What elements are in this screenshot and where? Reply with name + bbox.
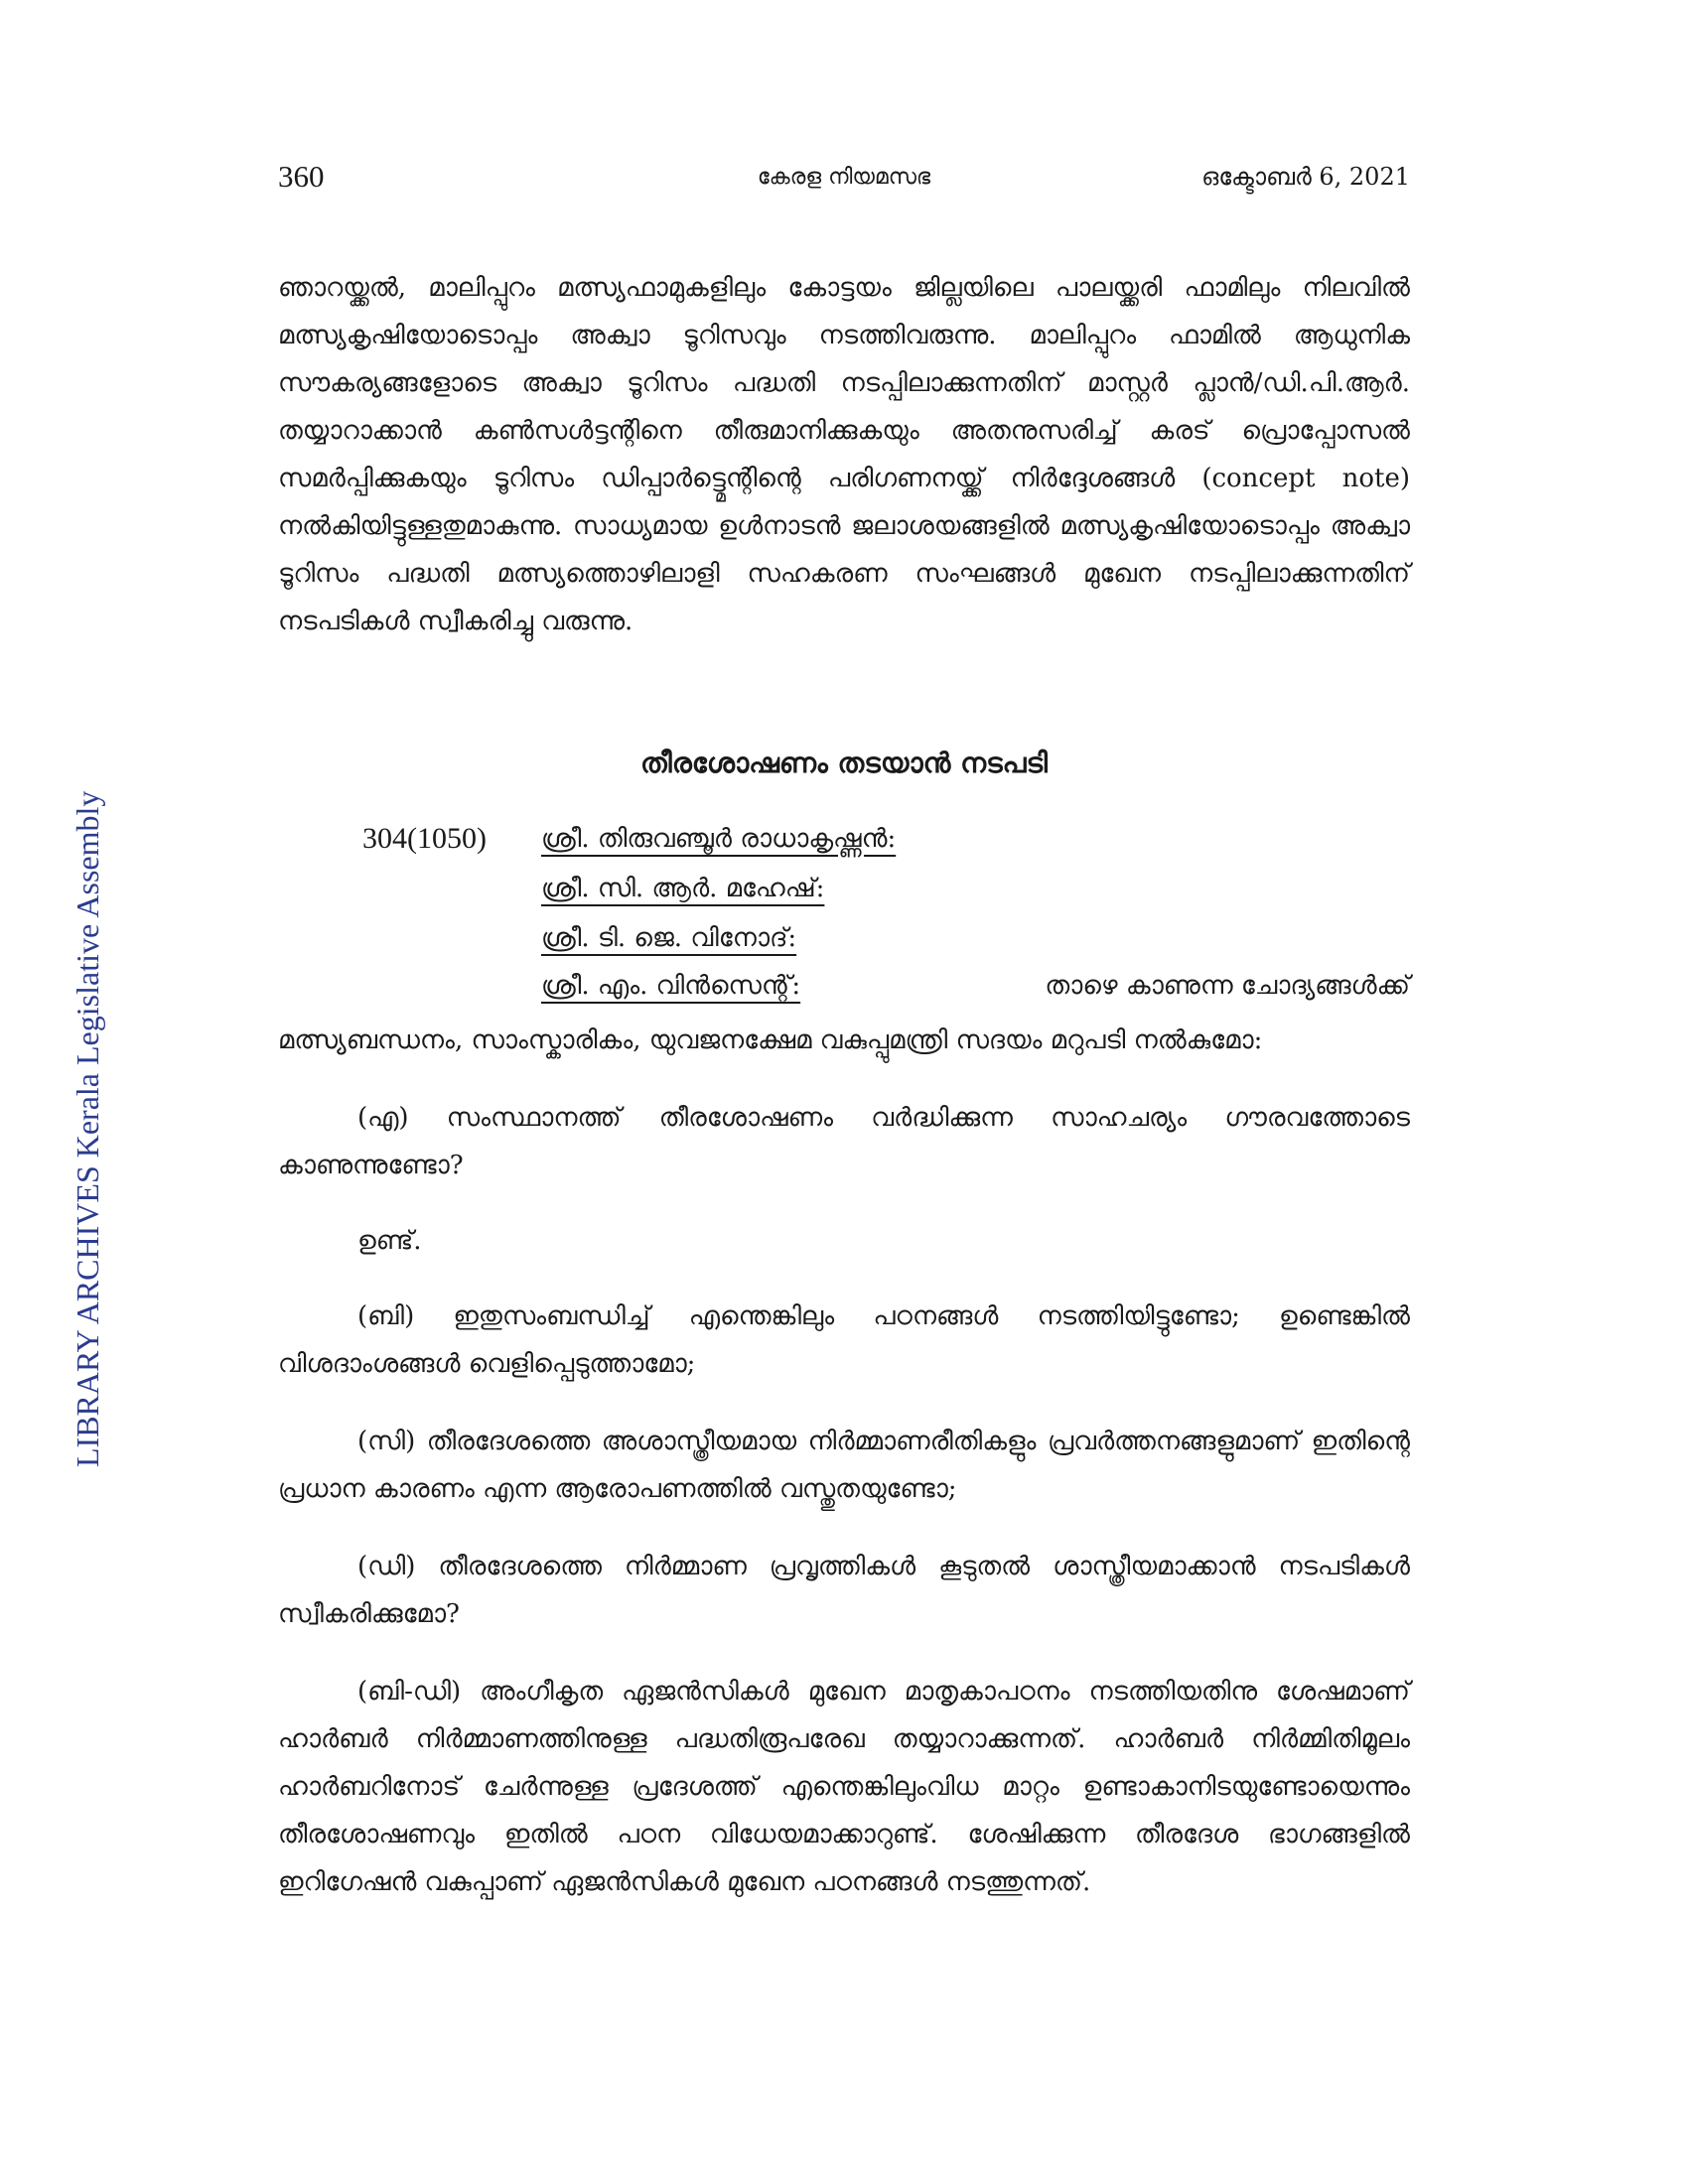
running-title: കേരള നിയമസഭ	[757, 165, 931, 190]
question-item-d: (ഡി) തീരദേശത്തെ നിർമ്മാണ പ്രവൃത്തികൾ കൂടുതൽ ശാസ്ത്രീയമാക്കാൻ നടപടികൾ സ്വീകരിക്കുമോ?	[278, 1552, 1410, 1629]
archive-watermark: LIBRARY ARCHIVES Kerala Legislative Assembly	[70, 790, 105, 1467]
question-intro-text: താഴെ കാണുന്ന ചോദ്യങ്ങൾക്ക്	[1045, 971, 1410, 1001]
question-addressee: മത്സ്യബന്ധനം, സാംസ്കാരികം, യുവജനക്ഷേമ വകുപ്പുമന്ത്രി സദയം മറുപടി നൽകുമോ:	[278, 1025, 1263, 1055]
page-header	[278, 159, 1410, 199]
section-heading: തീരശോഷണം തടയാൻ നടപടി	[640, 747, 1048, 779]
answer-a: ഉണ്ട്.	[357, 1226, 422, 1256]
page-number: 360	[278, 159, 325, 194]
member-name: ശ്രീ. സി. ആർ. മഹേഷ്:	[541, 874, 825, 903]
question-item-c: (സി) തീരദേശത്തെ അശാസ്ത്രീയമായ നിർമ്മാണരീതികളും പ്രവർത്തനങ്ങളുമാണ് ഇതിന്റെ പ്രധാന കാരണം എന്ന ആരോപണത്തിൽ വസ്തുതയുണ്ടോ;	[278, 1427, 1410, 1504]
header-date: ഒക്ടോബർ 6, 2021	[1201, 163, 1410, 191]
member-name: ശ്രീ. തിരുവഞ്ചൂർ രാധാകൃഷ്ണൻ:	[541, 824, 897, 854]
member-name: ശ്രീ. എം. വിൻസെന്റ്:	[541, 971, 801, 1001]
member-line	[541, 971, 1410, 1002]
member-name: ശ്രീ. ടി. ജെ. വിനോദ്:	[541, 923, 797, 953]
question-item-a: (എ) സംസ്ഥാനത്ത് തീരശോഷണം വർദ്ധിക്കുന്ന സാഹചര്യം ഗൗരവത്തോടെ കാണുന്നുണ്ടോ?	[278, 1103, 1410, 1180]
question-number: 304(1050)	[362, 822, 487, 855]
answer-b-d: (ബി-ഡി) അംഗീകൃത ഏജൻസികൾ മുഖേന മാതൃകാപഠനം നടത്തിയതിനു ശേഷമാണ് ഹാർബർ നിർമ്മാണത്തിനുള്ള പദ്ധതിരൂപരേഖ തയ്യാറാക്കുന്നത്. ഹാർബർ നിർമ്മിതിമൂലം ഹാർബറിനോട് ചേർന്നുള്ള പ്രദേശത്ത് എന്തെങ്കിലുംവിധ മാറ്റം ഉണ്ടാകാനിടയുണ്ടോയെന്നും തീരശോഷണവും ഇതിൽ പഠന വിധേയമാക്കാറുണ്ട്. ശേഷിക്കുന്ന തീരദേശ ഭാഗങ്ങളിൽ ഇറിഗേഷൻ വകുപ്പാണ് ഏജൻസികൾ മുഖേന പഠനങ്ങൾ നടത്തുന്നത്.	[278, 1677, 1410, 1897]
intro-paragraph: ഞാറയ്ക്കൽ, മാലിപ്പുറം മത്സ്യഫാമുകളിലും കോട്ടയം ജില്ലയിലെ പാലയ്ക്കരി ഫാമിലും നിലവിൽ മത്സ്യകൃഷിയോടൊപ്പം അക്വാ ടൂറിസവും നടത്തിവരുന്നു. മാലിപ്പുറം ഫാമിൽ ആധുനിക സൗകര്യങ്ങളോടെ അക്വാ ടൂറിസം പദ്ധതി നടപ്പിലാക്കുന്നതിന് മാസ്റ്റർ പ്ലാൻ/ഡി.പി.ആർ. തയ്യാറാക്കാൻ കൺസൾട്ടന്റിനെ തീരുമാനിക്കുകയും അതനുസരിച്ച് കരട് പ്രൊപ്പോസൽ സമർപ്പിക്കുകയും ടൂറിസം ഡിപ്പാർട്ട്മെന്റിന്റെ പരിഗണനയ്ക്ക് നിർദ്ദേശങ്ങൾ (concept note) നൽകിയിട്ടുള്ളതുമാകുന്നു. സാധ്യമായ ഉൾനാടൻ ജലാശയങ്ങളിൽ മത്സ്യകൃഷിയോടൊപ്പം അക്വാ ടൂറിസം പദ്ധതി മത്സ്യത്തൊഴിലാളി സഹകരണ സംഘങ്ങൾ മുഖേന നടപ്പിലാക്കുന്നതിന് നടപടികൾ സ്വീകരിച്ചു വരുന്നു.	[278, 273, 1410, 636]
question-item-b: (ബി) ഇതുസംബന്ധിച്ച് എന്തെങ്കിലും പഠനങ്ങൾ നടത്തിയിട്ടുണ്ടോ; ഉണ്ടെങ്കിൽ വിശദാംശങ്ങൾ വെളിപ്പെടുത്താമോ;	[278, 1301, 1410, 1379]
